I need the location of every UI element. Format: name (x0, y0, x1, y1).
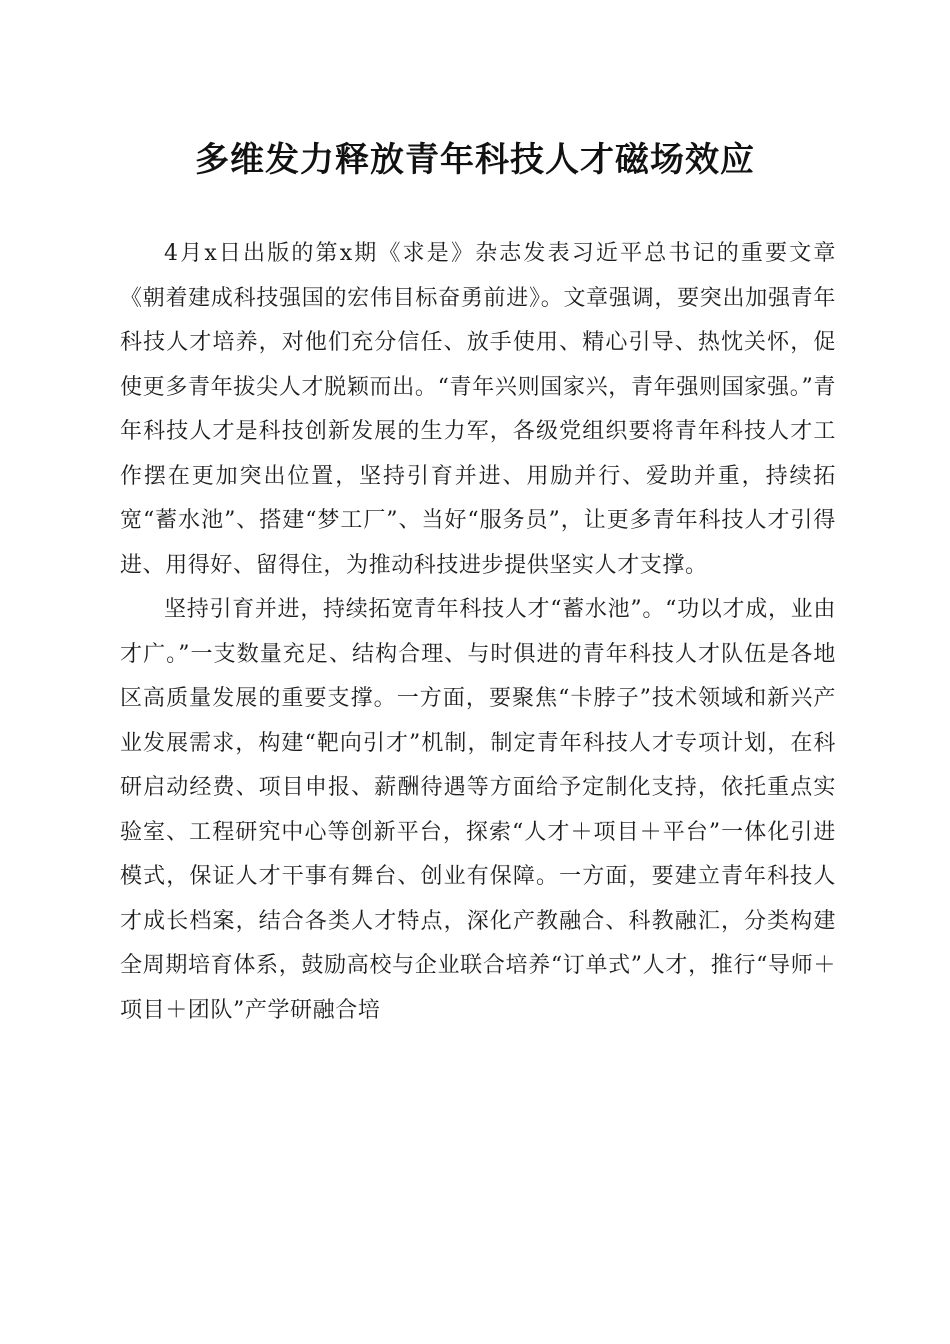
document-body (120, 232, 836, 1033)
paragraph-1: 4月x日出版的第x期《求是》杂志发表习近平总书记的重要文章《朝着建成科技强国的宏伟目标奋勇前进》。文章强调，要突出加强青年科技人才培养，对他们充分信任、放手使用、精心引导、热忱关怀，促使更多青年拔尖人才脱颖而出。“青年兴则国家兴，青年强则国家强。”青年科技人才是科技创新发展的生力军，各级党组织要将青年科技人才工作摆在更加突出位置，坚持引育并进、用励并行、爱助并重，持续拓宽“蓄水池”、搭建“梦工厂”、当好“服务员”，让更多青年科技人才引得进、用得好、留得住，为推动科技进步提供坚实人才支撑。 (120, 241, 836, 578)
document-title: 多维发力释放青年科技人才磁场效应 (195, 140, 755, 180)
paragraph-2: 坚持引育并进，持续拓宽青年科技人才“蓄水池”。“功以才成，业由才广。”一支数量充足、结构合理、与时俱进的青年科技人才队伍是各地区高质量发展的重要支撑。一方面，要聚焦“卡脖子”技术领域和新兴产业发展需求，构建“靶向引才”机制，制定青年科技人才专项计划，在科研启动经费、项目申报、薪酬待遇等方面给予定制化支持，依托重点实验室、工程研究中心等创新平台，探索“人才＋项目＋平台”一体化引进模式，保证人才干事有舞台、创业有保障。一方面，要建立青年科技人才成长档案，结合各类人才特点，深化产教融合、科教融汇，分类构建全周期培育体系，鼓励高校与企业联合培养“订单式”人才，推行“导师＋项目＋团队”产学研融合培 (120, 597, 836, 1023)
